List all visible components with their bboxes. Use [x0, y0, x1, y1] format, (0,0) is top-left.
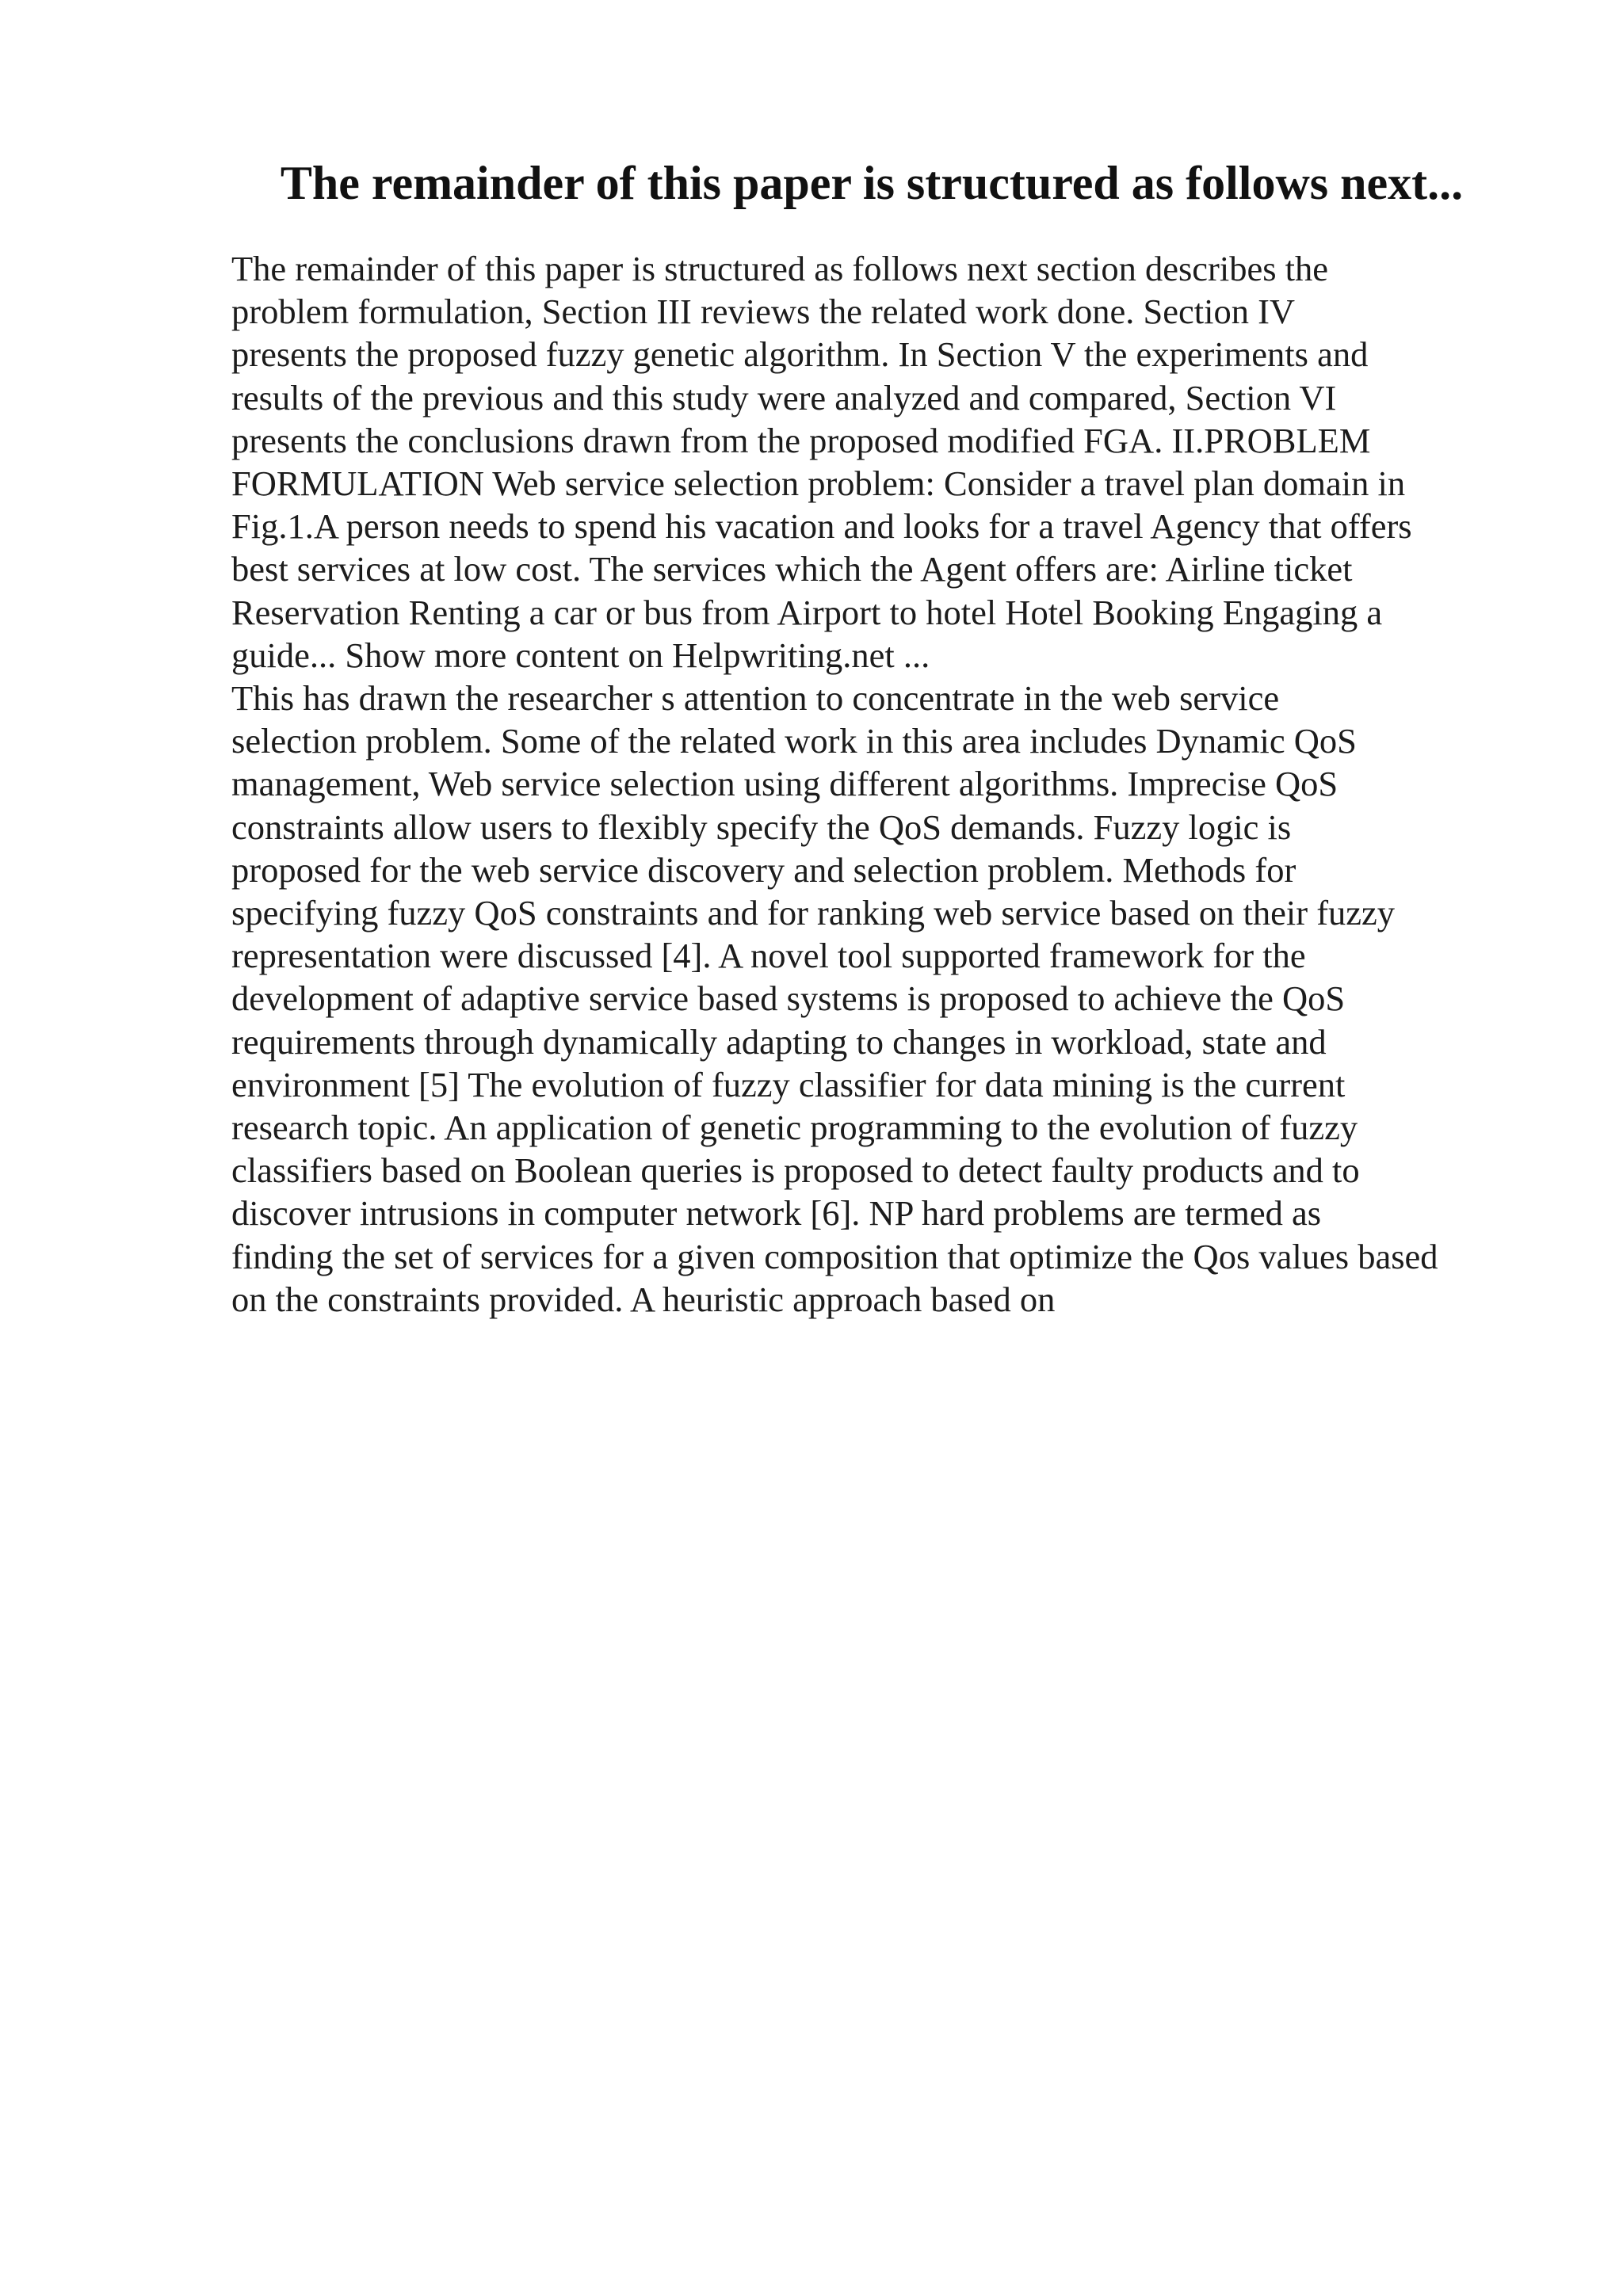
text-line: environment [5] The evolution of fuzzy classifier for data mining is the current: [231, 1064, 1346, 1104]
text-line: requirements through dynamically adapting to changes in workload, state and: [231, 1021, 1327, 1062]
text-line: proposed for the web service discovery and selection problem. Methods for: [231, 849, 1296, 890]
text-line: classifiers based on Boolean queries is proposed to detect faulty products and to: [231, 1150, 1360, 1191]
text-line: presents the proposed fuzzy genetic algorithm. In Section V the experiments and: [231, 334, 1369, 375]
text-line: selection problem. Some of the related work in this area includes Dynamic QoS: [231, 721, 1357, 761]
text-line: problem formulation, Section III reviews the related work done. Section IV: [231, 292, 1296, 332]
text-line: development of adaptive service based systems is proposed to achieve the QoS: [231, 978, 1346, 1019]
text-line: management, Web service selection using different algorithms. Imprecise QoS: [231, 764, 1338, 804]
text-line: on the constraints provided. A heuristic approach based on: [231, 1279, 1056, 1319]
page-title: The remainder of this paper is structured as follows next...: [280, 157, 1464, 209]
text-line: The remainder of this paper is structured as follows next section describes the: [231, 249, 1329, 288]
text-line: Fig.1.A person needs to spend his vacation and looks for a travel Agency that offers: [231, 506, 1412, 547]
text-line: constraints allow users to flexibly specify the QoS demands. Fuzzy logic is: [231, 807, 1292, 847]
text-line: discover intrusions in computer network [6]. NP hard problems are termed as: [231, 1193, 1322, 1234]
text-line: finding the set of services for a given composition that optimize the Qos values based: [231, 1236, 1438, 1276]
text-line: Reservation Renting a car or bus from Airport to hotel Hotel Booking Engaging a: [231, 592, 1383, 632]
body-text: [231, 247, 1519, 1321]
text-line: specifying fuzzy QoS constraints and for ranking web service based on their fuzzy: [231, 893, 1396, 933]
text-line: results of the previous and this study were analyzed and compared, Section VI: [231, 377, 1337, 418]
text-line: best services at low cost. The services which the Agent offers are: Airline ticket: [231, 549, 1353, 589]
text-line: research topic. An application of genetic programming to the evolution of fuzzy: [231, 1108, 1358, 1148]
text-line: FORMULATION Web service selection problem: Consider a travel plan domain in: [231, 463, 1406, 504]
text-line: representation were discussed [4]. A novel tool supported framework for the: [231, 936, 1306, 976]
text-line: This has drawn the researcher s attention to concentrate in the web service: [231, 678, 1280, 719]
text-line: presents the conclusions drawn from the proposed modified FGA. II.PROBLEM: [231, 420, 1371, 460]
text-line: guide... Show more content on Helpwriting.net ...: [231, 635, 930, 675]
